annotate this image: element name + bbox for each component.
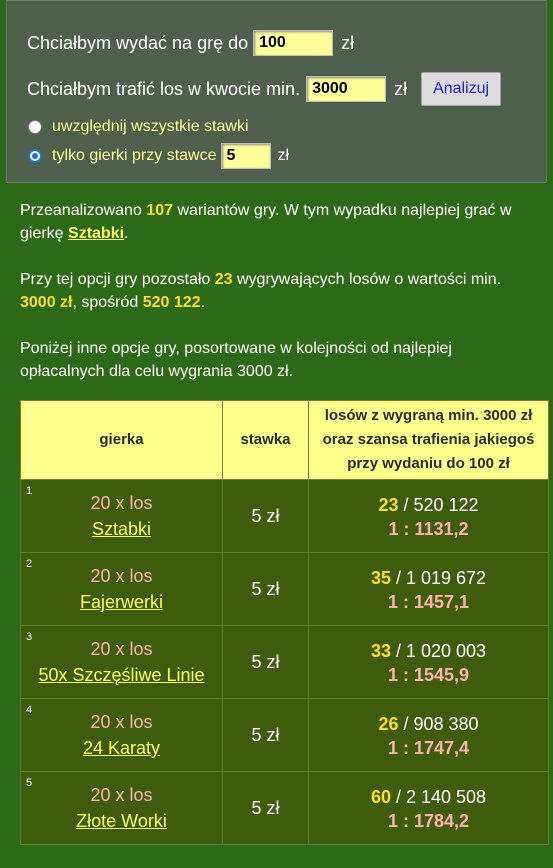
summary-paragraph-1	[20, 199, 540, 245]
ticket-total: / 520 122	[398, 495, 479, 515]
win-count: 33	[370, 641, 391, 661]
game-link[interactable]: Sztabki	[91, 519, 152, 539]
results-table	[20, 400, 549, 845]
ticket-total: / 2 140 508	[390, 787, 487, 807]
stake-input[interactable]	[221, 143, 271, 169]
ticket-pack: 20 x los	[90, 785, 153, 805]
row-rank: 3	[26, 631, 33, 643]
header-game: gierka	[21, 401, 223, 480]
wins-cell	[309, 553, 549, 626]
ticket-total: / 1 019 672	[390, 568, 487, 588]
spend-label: Chciałbym wydać na grę do	[27, 32, 249, 53]
stake-cell: 5 zł	[223, 480, 309, 553]
odds: 1 : 1131,2	[388, 519, 469, 539]
summary-text: Przy tej opcji gry pozostało	[20, 271, 215, 288]
game-link[interactable]: Fajerwerki	[79, 592, 163, 612]
row-rank: 5	[26, 777, 33, 789]
summary-text: .	[200, 294, 206, 311]
win-count: 26	[378, 714, 399, 734]
game-cell	[21, 699, 223, 772]
radio-all-stakes-label[interactable]: uwzględnij wszystkie stawki	[52, 118, 249, 135]
results-summary	[20, 199, 540, 383]
summary-text: wariantów gry. W tym wypadku najlepiej grać w gierkę	[20, 202, 512, 242]
win-input[interactable]	[306, 76, 386, 102]
stake-cell: 5 zł	[223, 772, 309, 845]
odds: 1 : 1545,9	[387, 665, 470, 685]
header-wins: losów z wygraną min. 3000 zł oraz szansa trafienia jakiegoś przy wydaniu do 100 zł	[309, 401, 549, 480]
win-count: 35	[370, 568, 391, 588]
search-form	[6, 0, 547, 183]
win-count: 23	[378, 495, 399, 515]
summary-paragraph-2	[20, 268, 540, 314]
stake-cell: 5 zł	[223, 553, 309, 626]
variants-count: 107	[146, 202, 173, 219]
summary-text: Przeanalizowano	[20, 202, 147, 219]
header-stake: stawka	[223, 401, 309, 480]
wins-cell	[309, 480, 549, 553]
wins-cell	[309, 699, 549, 772]
summary-paragraph-3: Poniżej inne opcje gry, posortowane w kolejności od najlepiej opłacalnych dla celu wygrania 3000 zł.	[20, 340, 452, 380]
row-rank: 1	[26, 485, 33, 497]
radio-all-stakes[interactable]	[28, 120, 42, 134]
game-link[interactable]: Złote Worki	[76, 811, 167, 831]
ticket-pack: 20 x los	[90, 639, 153, 659]
game-link[interactable]: 50x Szczęśliwe Linie	[38, 665, 205, 685]
row-rank: 2	[26, 558, 33, 570]
wins-cell	[309, 772, 549, 845]
table-row	[21, 480, 549, 553]
spend-unit: zł	[341, 32, 355, 53]
summary-text: , spośród	[72, 294, 143, 311]
analyze-button[interactable]: Analizuj	[421, 72, 501, 106]
radio-stake-row[interactable]	[28, 143, 289, 169]
ticket-total: / 908 380	[398, 714, 479, 734]
game-cell	[21, 626, 223, 699]
win-count: 60	[370, 787, 391, 807]
odds: 1 : 1784,2	[387, 811, 470, 831]
table-row	[21, 553, 549, 626]
spend-row	[27, 30, 354, 56]
spend-input[interactable]	[253, 30, 333, 56]
radio-stake-only-label[interactable]: tylko gierki przy stawce	[52, 147, 217, 164]
row-rank: 4	[26, 704, 33, 716]
table-row	[21, 626, 549, 699]
win-row	[27, 72, 501, 106]
radio-stake-only[interactable]	[28, 149, 42, 163]
odds: 1 : 1457,1	[387, 592, 470, 612]
ticket-pack: 20 x los	[90, 566, 153, 586]
wins-cell	[309, 626, 549, 699]
table-row	[21, 699, 549, 772]
ticket-pack: 20 x los	[90, 712, 153, 732]
win-label: Chciałbym trafić los w kwocie min.	[27, 78, 301, 99]
table-row	[21, 772, 549, 845]
game-cell	[21, 480, 223, 553]
game-cell	[21, 772, 223, 845]
summary-text: .	[124, 225, 129, 242]
game-cell	[21, 553, 223, 626]
ticket-total: / 1 020 003	[390, 641, 487, 661]
stake-unit: zł	[277, 147, 290, 164]
win-unit: zł	[394, 78, 408, 99]
best-game-link[interactable]: Sztabki	[68, 225, 125, 242]
odds: 1 : 1747,4	[387, 738, 470, 758]
radio-all-row[interactable]	[28, 118, 249, 136]
game-link[interactable]: 24 Karaty	[82, 738, 161, 758]
stake-cell: 5 zł	[223, 699, 309, 772]
table-header-row	[21, 401, 549, 480]
ticket-pack: 20 x los	[90, 493, 153, 513]
summary-text: wygrywających losów o wartości min.	[232, 271, 502, 288]
min-value: 3000 zł	[20, 294, 73, 311]
total-count: 520 122	[142, 294, 201, 311]
stake-cell: 5 zł	[223, 626, 309, 699]
remaining-count: 23	[214, 271, 233, 288]
